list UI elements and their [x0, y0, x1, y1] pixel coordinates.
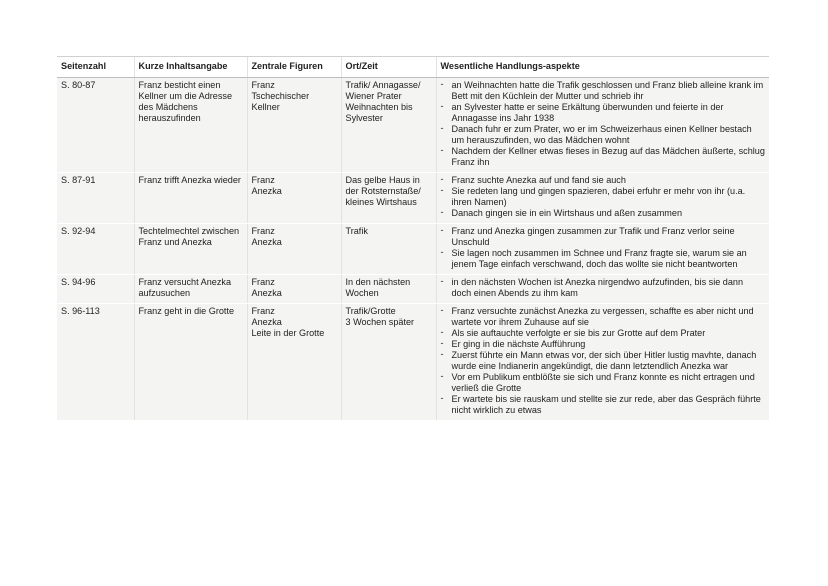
aspects-list	[441, 175, 766, 219]
aspect-text: in den nächsten Wochen ist Anezka nirgendwo aufzufinden, bis sie dann doch einen Abends zu ihm kam	[451, 277, 744, 298]
cell-pages: S. 92-94	[57, 224, 134, 275]
aspect-text: an Weihnachten hatte die Trafik geschlossen und Franz blieb alleine krank im Bett mit den Küchlein der Mutter und schrieb ihr	[451, 80, 764, 101]
dash-bullet-icon: -	[440, 185, 444, 195]
cell-place-time	[341, 78, 436, 173]
table-row	[57, 224, 769, 275]
cell-place-time	[341, 224, 436, 275]
cell-figures	[247, 224, 341, 275]
place-time-line: Wiener Prater	[345, 91, 402, 101]
list-item	[441, 175, 766, 186]
table-row	[57, 275, 769, 304]
header-row	[57, 57, 769, 78]
cell-summary: Franz versucht Anezka aufzusuchen	[134, 275, 247, 304]
place-time-line: kleines Wirtshaus	[345, 197, 417, 207]
figure-name: Franz	[251, 80, 275, 90]
place-time-line: Das gelbe Haus in der Rotsternstaße/	[345, 175, 421, 196]
figure-name: Franz	[251, 226, 275, 236]
aspect-text: Zuerst führte ein Mann etwas vor, der sich über Hitler lustig mavhte, danach wurde eine Indianerin angekündigt, die dann letztendlich Anezka war	[451, 350, 757, 371]
dash-bullet-icon: -	[440, 327, 444, 337]
cell-aspects	[436, 304, 769, 421]
cell-figures	[247, 304, 341, 421]
aspect-text: Er ging in die nächste Aufführung	[451, 339, 586, 349]
cell-summary: Franz geht in die Grotte	[134, 304, 247, 421]
dash-bullet-icon: -	[440, 338, 444, 348]
table-body	[57, 78, 769, 421]
cell-summary: Franz besticht einen Kellner um die Adresse des Mädchens herauszufinden	[134, 78, 247, 173]
cell-figures	[247, 78, 341, 173]
cell-aspects	[436, 78, 769, 173]
header-handlungsaspekte: Wesentliche Handlungs-aspekte	[436, 57, 769, 78]
list-item	[441, 372, 766, 394]
cell-figures	[247, 173, 341, 224]
cell-place-time	[341, 173, 436, 224]
dash-bullet-icon: -	[440, 349, 444, 359]
cell-aspects	[436, 224, 769, 275]
cell-aspects	[436, 275, 769, 304]
list-item	[441, 339, 766, 350]
list-item	[441, 328, 766, 339]
dash-bullet-icon: -	[440, 174, 444, 184]
dash-bullet-icon: -	[440, 371, 444, 381]
header-ort-zeit: Ort/Zeit	[341, 57, 436, 78]
cell-summary: Techtelmechtel zwischen Franz und Anezka	[134, 224, 247, 275]
aspect-text: Sie lagen noch zusammen im Schnee und Franz fragte sie, warum sie an jenem Tage einfach verschwand, doch das wollte sie nicht beantworten	[451, 248, 747, 269]
figure-name: Leite in der Grotte	[251, 328, 325, 338]
list-item	[441, 80, 766, 102]
dash-bullet-icon: -	[440, 207, 444, 217]
table-row	[57, 78, 769, 173]
cell-pages: S. 80-87	[57, 78, 134, 173]
place-time-line: Trafik/ Annagasse/	[345, 80, 421, 90]
list-item	[441, 146, 766, 168]
cell-place-time	[341, 304, 436, 421]
aspect-text: Er wartete bis sie rauskam und stellte sie zur rede, aber das Gespräch führte nicht wirklich zu etwas	[451, 394, 761, 415]
list-item	[441, 226, 766, 248]
place-time-line: Trafik/Grotte	[345, 306, 396, 316]
figure-name: Franz	[251, 306, 275, 316]
dash-bullet-icon: -	[440, 247, 444, 257]
place-time-line: In den nächsten Wochen	[345, 277, 411, 298]
aspect-text: Franz und Anezka gingen zusammen zur Trafik und Franz verlor seine Unschuld	[451, 226, 735, 247]
aspect-text: Danach gingen sie in ein Wirtshaus und aßen zusammen	[451, 208, 683, 218]
cell-pages: S. 94-96	[57, 275, 134, 304]
cell-pages: S. 87-91	[57, 173, 134, 224]
aspect-text: Franz versuchte zunächst Anezka zu vergessen, schaffte es aber nicht und wartete vor ihrem Zuhause auf sie	[451, 306, 754, 327]
list-item	[441, 306, 766, 328]
aspect-text: Sie redeten lang und gingen spazieren, dabei erfuhr er mehr von ihr (u.a. ihren Namen)	[451, 186, 746, 207]
aspect-text: Als sie auftauchte verfolgte er sie bis zur Grotte auf dem Prater	[451, 328, 706, 338]
dash-bullet-icon: -	[440, 225, 444, 235]
aspects-list	[441, 277, 766, 299]
list-item	[441, 277, 766, 299]
summary-table	[57, 56, 769, 421]
list-item	[441, 350, 766, 372]
aspect-text: Vor em Publikum entblößte sie sich und Franz konnte es nicht ertragen und verließ die Grotte	[451, 372, 755, 393]
header-inhaltsangabe: Kurze Inhaltsangabe	[134, 57, 247, 78]
figure-name: Tschechischer Kellner	[251, 91, 310, 112]
aspects-list	[441, 306, 766, 416]
cell-figures	[247, 275, 341, 304]
dash-bullet-icon: -	[440, 276, 444, 286]
figure-name: Anezka	[251, 237, 282, 247]
header-figuren: Zentrale Figuren	[247, 57, 341, 78]
dash-bullet-icon: -	[440, 393, 444, 403]
dash-bullet-icon: -	[440, 101, 444, 111]
figure-name: Franz	[251, 175, 275, 185]
list-item	[441, 248, 766, 270]
cell-place-time	[341, 275, 436, 304]
aspect-text: an Sylvester hatte er seine Erkältung überwunden und feierte in der Annagasse ins Jahr 1938	[451, 102, 724, 123]
cell-pages: S. 96-113	[57, 304, 134, 421]
place-time-line: 3 Wochen später	[345, 317, 415, 327]
table-header	[57, 57, 769, 78]
figure-name: Anezka	[251, 288, 282, 298]
aspects-list	[441, 80, 766, 168]
dash-bullet-icon: -	[440, 305, 444, 315]
figure-name: Anezka	[251, 317, 282, 327]
aspect-text: Nachdem der Kellner etwas fieses in Bezug auf das Mädchen äußerte, schlug Franz ihn	[451, 146, 765, 167]
figure-name: Anezka	[251, 186, 282, 196]
list-item	[441, 394, 766, 416]
header-seitenzahl: Seitenzahl	[57, 57, 134, 78]
cell-aspects	[436, 173, 769, 224]
table-row	[57, 173, 769, 224]
cell-summary: Franz trifft Anezka wieder	[134, 173, 247, 224]
figure-name: Franz	[251, 277, 275, 287]
aspects-list	[441, 226, 766, 270]
list-item	[441, 124, 766, 146]
aspect-text: Franz suchte Anezka auf und fand sie auch	[451, 175, 626, 185]
place-time-line: Trafik	[345, 226, 368, 236]
table-row	[57, 304, 769, 421]
place-time-line: Weihnachten bis Sylvester	[345, 102, 413, 123]
list-item	[441, 208, 766, 219]
dash-bullet-icon: -	[440, 145, 444, 155]
dash-bullet-icon: -	[440, 123, 444, 133]
aspect-text: Danach fuhr er zum Prater, wo er im Schweizerhaus einen Kellner bestach um herauszufinden, wo das Mädchen wohnt	[451, 124, 752, 145]
list-item	[441, 186, 766, 208]
dash-bullet-icon: -	[440, 79, 444, 89]
list-item	[441, 102, 766, 124]
